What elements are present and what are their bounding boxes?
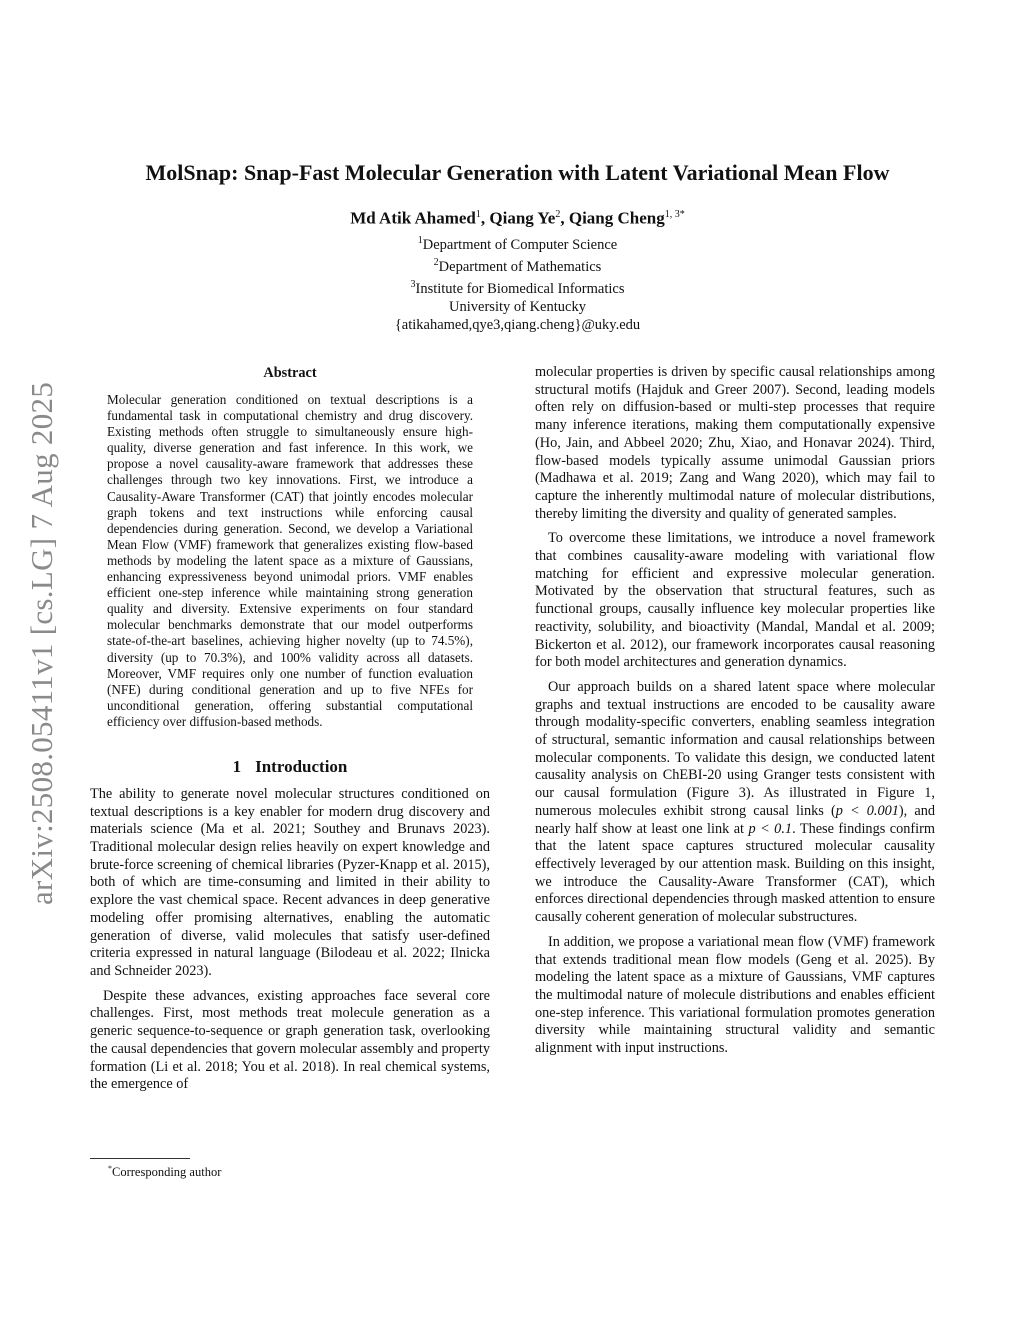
- affiliation-line: [90, 232, 945, 254]
- affiliation-line: [90, 254, 945, 276]
- affiliation-text: Institute for Biomedical Informatics: [415, 280, 625, 297]
- affiliation-mark: 2: [433, 257, 439, 269]
- body-paragraph: In addition, we propose a variational mean flow (VMF) framework that extends traditional mean flow models (Geng et al. 2025). By modeling the latent space as a mixture of Gaussians, VMF captures the multimodal nature of molecule distributions and enables efficient one-step inference. This variational formulation promotes generation diversity while maintaining structural validity and semantic alignment with input instructions.: [535, 933, 935, 1057]
- body-paragraph: [535, 679, 935, 927]
- author-affiliation-mark: 1: [475, 209, 481, 220]
- footnote: [108, 1161, 221, 1180]
- arxiv-identifier-stamp: arXiv:2508.05411v1 [cs.LG] 7 Aug 2025: [24, 381, 59, 905]
- author-affiliation-mark: 2: [555, 209, 561, 220]
- intro-paragraph: The ability to generate novel molecular structures conditioned on textual descriptions is a key enabler for modern drug discovery and materials science (Ma et al. 2021; Southey and Brunavs 2023). Traditional molecular design relies heavily on expert knowledge and brute-force screening of chemical libraries (Pyzer-Knapp et al. 2015), both of which are time-consuming and limited in their ability to explore the vast chemical space. Recent advances in deep generative modeling offer promising alternatives, enabling the automatic generation of diverse, valid molecules that satisfy user-defined criteria expressed in natural language (Bilodeau et al. 2022; Ilnicka and Schneider 2023).: [90, 785, 490, 979]
- university-name: University of Kentucky: [449, 299, 586, 316]
- abstract-text: Molecular generation conditioned on textual descriptions is a fundamental task in computational chemistry and drug discovery. Existing methods often struggle to simultaneously ensure high-quality, diverse generation and fast inference. In this work, we propose a novel causality-aware framework that addresses these challenges through two key innovations. First, we introduce a Causality-Aware Transformer (CAT) that jointly encodes molecular graph tokens and text instructions while enforcing causal dependencies during generation. Second, we develop a Variational Mean Flow (VMF) framework that generalizes existing flow-based methods by modeling the latent space as a mixture of Gaussians, enhancing expressiveness beyond unimodal priors. VMF enables efficient one-step inference while maintaining strong generation quality and diversity. Extensive experiments on four standard molecular benchmarks demonstrate that our model outperforms state-of-the-art baselines, achieving higher novelty (up to 74.5%), diversity (up to 70.3%), and 100% validity across all datasets. Moreover, VMF requires only one number of function evaluation (NFE) during conditional generation and up to five NFEs for unconditional generation, offering substantial computational efficiency over diffusion-based methods.: [107, 392, 473, 729]
- author-affiliation-mark: 1, 3*: [664, 209, 685, 220]
- affiliation-text: Department of Mathematics: [438, 258, 602, 275]
- section-heading-introduction: [90, 756, 490, 778]
- body-paragraph: molecular properties is driven by specific causal relationships among structural motifs (Hajduk and Greer 2007). Second, leading models often rely on diffusion-based or multi-step processes that require many inference iterations, making them computationally expensive (Ho, Jain, and Abbeel 2020; Zhu, Xiao, and Honavar 2024). Third, flow-based models typically assume unimodal Gaussian priors (Madhawa et al. 2019; Zang and Wang 2020), which may fail to capture the inherently multimodal nature of molecular distributions, thereby limiting the diversity and quality of generated samples.: [535, 364, 935, 522]
- affiliation-mark: 1: [417, 235, 423, 246]
- intro-paragraph: Despite these advances, existing approaches face several core challenges. First, most methods treat molecule generation as a generic sequence-to-sequence or graph generation task, overlooking the causal dependencies that govern molecular assembly and property formation (Li et al. 2018; You et al. 2018). In real chemical systems, the emergence of: [90, 987, 490, 1093]
- body-paragraph: To overcome these limitations, we introduce a novel framework that combines causality-aware modeling with variational flow matching for efficient and expressive molecular generation. Motivated by the observation that structural features, such as functional groups, causally influence key molecular properties like reactivity, solubility, and bioactivity (Mandal, Mandal et al. 2009; Bickerton et al. 2012), our framework incorporates causal reasoning for both model architectures and generation dynamics.: [535, 530, 935, 671]
- footnote-mark: *: [108, 1164, 112, 1173]
- section-title: Introduction: [255, 756, 348, 776]
- author-emails: {atikahamed,qye3,qiang.cheng}@uky.edu: [394, 317, 641, 334]
- text-run: . These findings confirm that the latent space captures structured molecular causality effectively leveraged by our attention mask. Building on this insight, we introduce the Causality-Aware Transformer (CAT), which enforces directional dependencies through masked attention to ensure causally coherent generation of molecular substructures.: [535, 820, 935, 926]
- author-name: Qiang Cheng: [568, 208, 665, 228]
- author-separator: ,: [480, 208, 490, 228]
- author-list: [90, 203, 945, 231]
- text-run: ), and nearly half show at least one link at: [535, 802, 935, 837]
- math-expression: p < 0.001: [835, 802, 899, 819]
- footnote-divider: [90, 1158, 190, 1159]
- author-separator: ,: [560, 208, 569, 228]
- left-column: [90, 364, 490, 1094]
- footnote-text: Corresponding author: [112, 1165, 222, 1180]
- section-number: 1: [232, 756, 242, 776]
- right-column: [535, 364, 935, 1058]
- affiliation-text: Department of Computer Science: [422, 236, 618, 253]
- affiliation-block: [90, 232, 945, 335]
- affiliation-mark: 3: [410, 279, 416, 291]
- text-run: Our approach builds on a shared latent space where molecular graphs and textual instructions are encoded to be causality aware through modality-specific converters, enabling seamless integration of structural, semantic information and causal relationships between molecular components. To validate this design, we conducted latent causality analysis on ChEBI-20 using Granger tests consistent with our causal formulation (Figure 3). As illustrated in Figure 1, numerous molecules exhibit strong causal links (: [535, 678, 935, 819]
- author-name: Qiang Ye: [489, 208, 556, 228]
- math-expression: p < 0.1: [748, 820, 793, 837]
- abstract-heading: Abstract: [263, 365, 317, 381]
- paper-title: MolSnap: Snap-Fast Molecular Generation with Latent Variational Mean Flow: [145, 160, 890, 185]
- author-name: Md Atik Ahamed: [350, 208, 476, 228]
- affiliation-line: [90, 276, 945, 298]
